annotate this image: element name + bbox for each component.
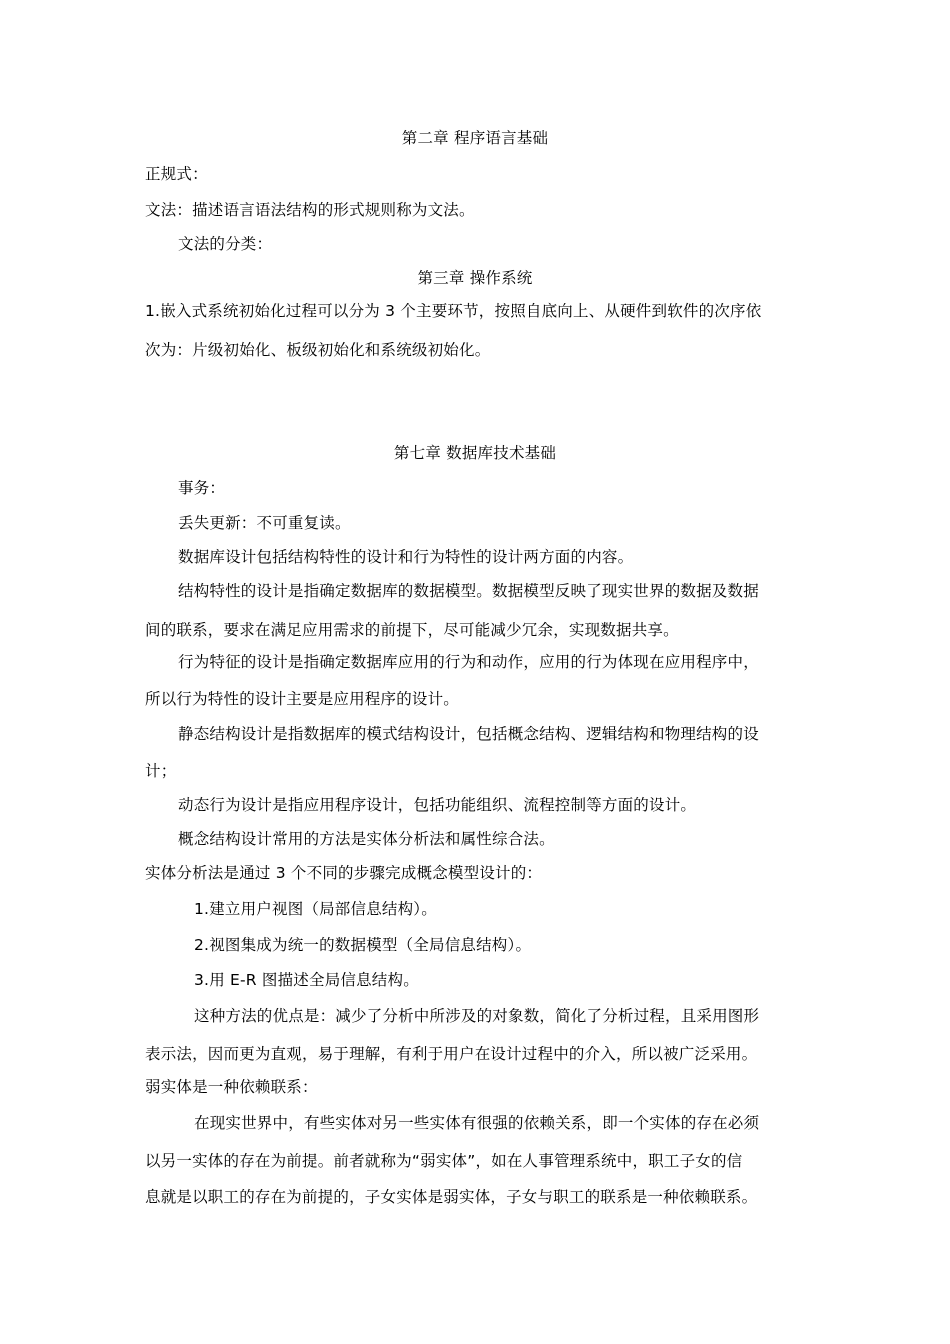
- paragraph-line: 概念结构设计常用的方法是实体分析法和属性综合法。: [178, 830, 555, 848]
- list-item: 3.用 E-R 图描述全局信息结构。: [194, 971, 419, 989]
- paragraph-line: 文法：描述语言语法结构的形式规则称为文法。: [145, 201, 475, 219]
- paragraph-line: 实体分析法是通过 3 个不同的步骤完成概念模型设计的：: [145, 864, 543, 882]
- paragraph-line: 丢失更新：不可重复读。: [178, 514, 351, 532]
- list-item: 1.建立用户视图（局部信息结构）。: [194, 900, 437, 918]
- paragraph-line: 计；: [145, 762, 177, 780]
- list-item: 2.视图集成为统一的数据模型（全局信息结构）。: [194, 936, 532, 954]
- paragraph-line: 动态行为设计是指应用程序设计，包括功能组织、流程控制等方面的设计。: [178, 796, 697, 814]
- paragraph-line: 这种方法的优点是：减少了分析中所涉及的对象数，简化了分析过程，且采用图形: [194, 1007, 760, 1025]
- paragraph-line: 正规式：: [145, 165, 208, 183]
- paragraph-line: 弱实体是一种依赖联系：: [145, 1078, 318, 1096]
- paragraph-line: 次为：片级初始化、板级初始化和系统级初始化。: [145, 341, 491, 359]
- chapter-3-title: 第三章 操作系统: [417, 269, 533, 287]
- paragraph-line: 所以行为特性的设计主要是应用程序的设计。: [145, 690, 460, 708]
- paragraph-line: 间的联系，要求在满足应用需求的前提下，尽可能减少冗余，实现数据共享。: [145, 621, 679, 639]
- paragraph-line: 静态结构设计是指数据库的模式结构设计，包括概念结构、逻辑结构和物理结构的设: [178, 725, 759, 743]
- paragraph-line: 事务：: [178, 479, 226, 497]
- paragraph-line: 以另一实体的存在为前提。前者就称为“弱实体”，如在人事管理系统中，职工子女的信: [145, 1152, 743, 1170]
- chapter-2-title: 第二章 程序语言基础: [401, 129, 549, 147]
- paragraph-line: 结构特性的设计是指确定数据库的数据模型。数据模型反映了现实世界的数据及数据: [178, 582, 759, 600]
- paragraph-line: 息就是以职工的存在为前提的，子女实体是弱实体，子女与职工的联系是一种依赖联系。: [145, 1188, 758, 1206]
- paragraph-line: 行为特征的设计是指确定数据库应用的行为和动作，应用的行为体现在应用程序中，: [178, 653, 759, 671]
- paragraph-line: 在现实世界中，有些实体对另一些实体有很强的依赖关系，即一个实体的存在必须: [194, 1114, 760, 1132]
- chapter-7-title: 第七章 数据库技术基础: [393, 444, 557, 462]
- paragraph-line: 1.嵌入式系统初始化过程可以分为 3 个主要环节，按照自底向上、从硬件到软件的次序依: [145, 302, 762, 320]
- paragraph-line: 表示法，因而更为直观，易于理解，有利于用户在设计过程中的介入，所以被广泛采用。: [145, 1045, 758, 1063]
- paragraph-line: 文法的分类：: [178, 235, 273, 253]
- paragraph-line: 数据库设计包括结构特性的设计和行为特性的设计两方面的内容。: [178, 548, 634, 566]
